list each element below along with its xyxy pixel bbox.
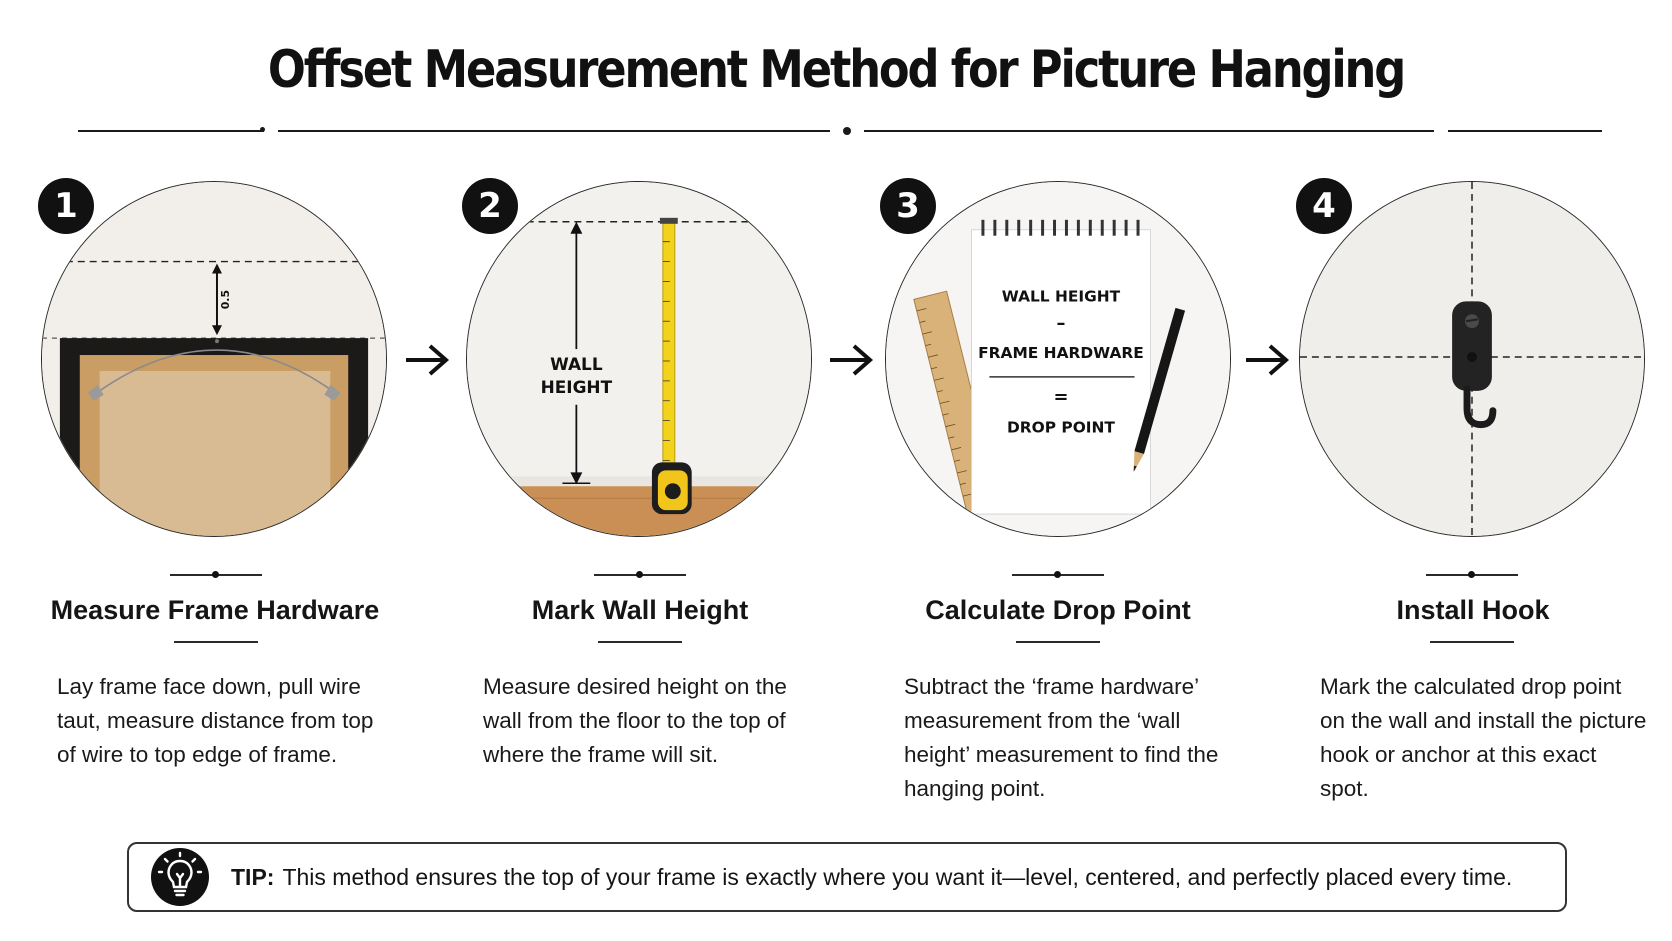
notepad-equals: = <box>1053 386 1069 408</box>
notepad-frame-hardware: FRAME HARDWARE <box>978 344 1144 363</box>
step-3-title: Calculate Drop Point <box>925 595 1191 625</box>
tip-box <box>127 842 1567 912</box>
step-2-rule-dot <box>636 571 643 578</box>
header-rule-dot <box>260 127 265 132</box>
step-2-rule-bottom <box>598 641 682 643</box>
tip-message: This method ensures the top of your frame is exactly where you want it—level, centered, and perfectly placed every time. <box>282 864 1513 890</box>
hook-illustration <box>1300 182 1644 536</box>
notepad-minus: – <box>1056 313 1066 335</box>
tip-text <box>231 864 1512 891</box>
wall-label-line2: HEIGHT <box>540 376 613 397</box>
step-4-image <box>1299 181 1645 537</box>
header-rule-right <box>1448 130 1602 132</box>
step-4-badge: 4 <box>1296 178 1352 234</box>
step-2-badge: 2 <box>462 178 518 234</box>
step-2-title: Mark Wall Height <box>531 595 749 625</box>
step-1-description: Lay frame face down, pull wire taut, measure distance from top of wire to top edge of frame. <box>57 674 374 767</box>
step-3-rule-bottom <box>1016 641 1100 643</box>
step-4-description: Mark the calculated drop point on the wall and install the picture hook or anchor at this exact spot. <box>1320 674 1647 801</box>
header-rule-center-right <box>864 130 1434 132</box>
lightbulb-icon <box>151 848 209 906</box>
frame-measure-illustration <box>42 182 386 536</box>
frame-offset-label: 0.5 <box>218 289 232 310</box>
wall-label-line1: WALL <box>550 353 603 374</box>
step-3-badge: 3 <box>880 178 936 234</box>
tip-label: TIP: <box>231 864 275 890</box>
notepad-drop-point: DROP POINT <box>1007 418 1115 437</box>
step-1-title: Measure Frame Hardware <box>50 595 380 625</box>
step-2-description: Measure desired height on the wall from the floor to the top of where the frame will sit. <box>483 674 787 767</box>
page-title: Offset Measurement Method for Picture Hanging <box>267 40 1405 100</box>
step-3-image <box>885 181 1231 537</box>
step-3-rule-dot <box>1054 571 1061 578</box>
step-1-rule-dot <box>212 571 219 578</box>
step-1-image <box>41 181 387 537</box>
step-1-badge: 1 <box>38 178 94 234</box>
arrow-right-icon <box>826 340 876 380</box>
header-rule-left <box>78 130 264 132</box>
step-1-rule-bottom <box>174 641 258 643</box>
notepad-wall-height: WALL HEIGHT <box>1001 287 1121 306</box>
header-rule-dot <box>843 127 851 135</box>
step-4-rule-bottom <box>1430 641 1514 643</box>
wall-height-illustration <box>467 182 811 536</box>
step-4-rule-dot <box>1468 571 1475 578</box>
step-2-image <box>466 181 812 537</box>
arrow-right-icon <box>402 340 452 380</box>
header-rule-center-left <box>278 130 830 132</box>
step-3-description: Subtract the ‘frame hardware’ measurement from the ‘wall height’ measurement to find the hanging point. <box>904 674 1219 801</box>
calculation-illustration <box>886 182 1230 536</box>
arrow-right-icon <box>1242 340 1292 380</box>
step-4-title: Install Hook <box>1396 595 1550 625</box>
